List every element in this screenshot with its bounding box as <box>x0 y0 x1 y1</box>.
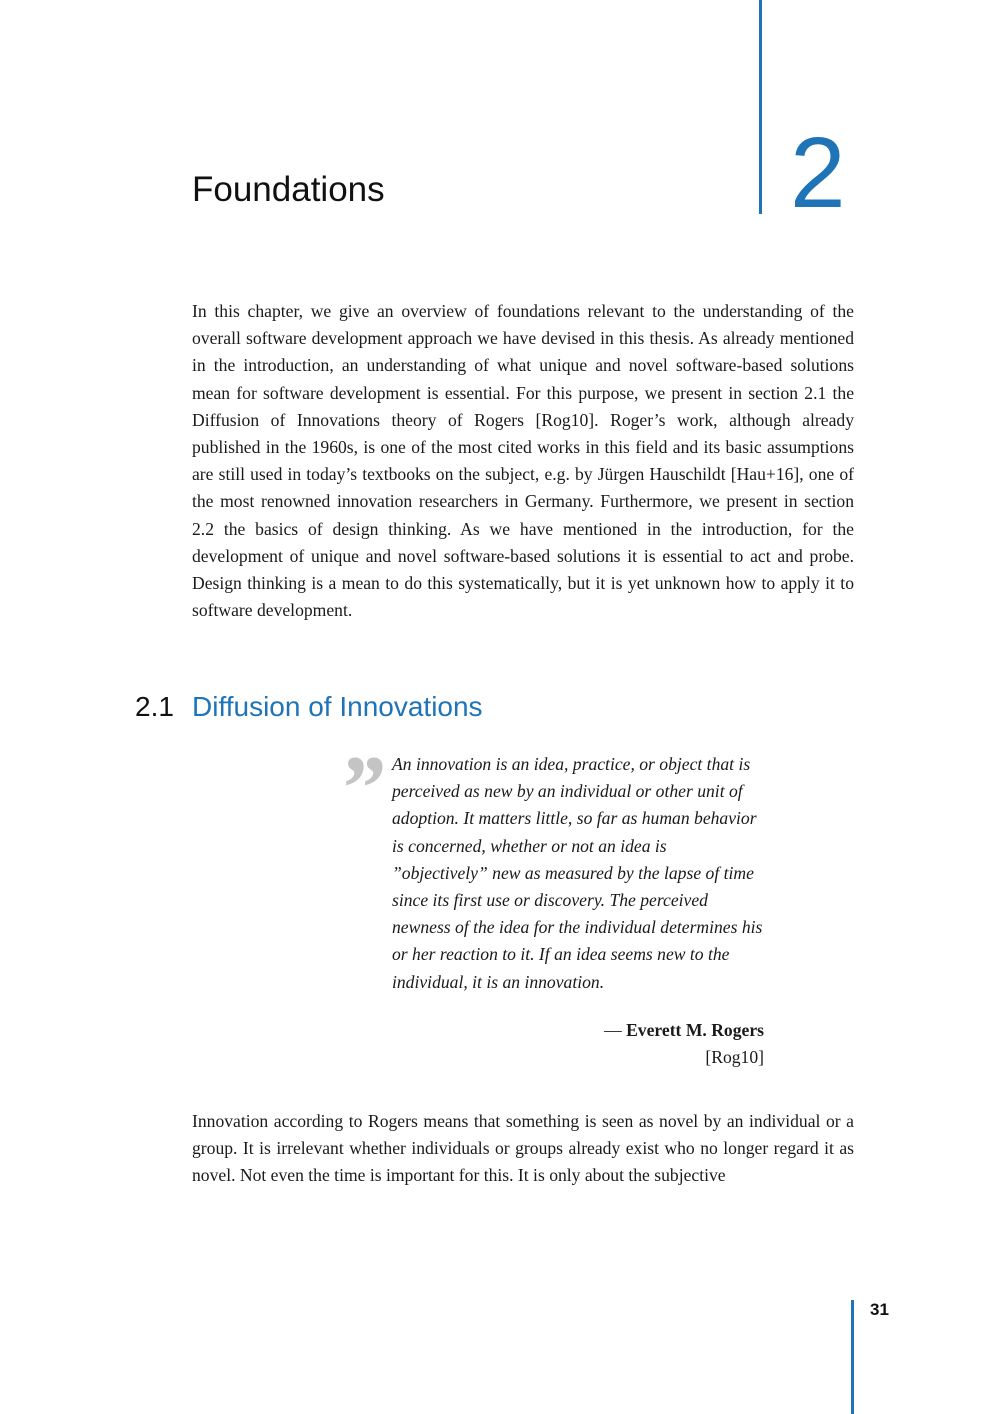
chapter-rule <box>759 0 762 214</box>
quote-author: Everett M. Rogers <box>626 1020 764 1040</box>
quote-author-line <box>392 1017 764 1044</box>
chapter-title: Foundations <box>192 170 385 209</box>
quote-citation: [Rog10] <box>705 1047 764 1067</box>
section-title: Diffusion of Innovations <box>192 691 483 722</box>
section-heading <box>135 688 483 726</box>
page-number: 31 <box>870 1300 889 1319</box>
epigraph-quote: An innovation is an idea, practice, or object that is perceived as new by an individual or other unit of adoption. It matters little, so far as human behavior is concerned, whether or not an idea is ”objectively” new as measured by the lapse of time since its first use or discovery. The perceived newness of the idea for the individual determines his or her reaction to it. If an idea seems new to the individual, it is an innovation. <box>392 754 763 992</box>
section-number: 2.1 <box>135 691 174 722</box>
body-paragraph: Innovation according to Rogers means that something is seen as novel by an individual or a group. It is irrelevant whether individuals or groups already exist who no longer regard it as novel. Not even the time is important for this. It is only about the subjective <box>192 1111 854 1186</box>
intro-paragraph: In this chapter, we give an overview of foundations relevant to the understanding of the overall software development approach we have devised in this thesis. As already mentioned in the introduction, an understanding of what unique and novel software-based solutions mean for software development is essential. For this purpose, we present in section 2.1 the Diffusion of Innovations theory of Rogers [Rog10]. Roger’s work, although already published in the 1960s, is one of the most cited works in this field and its basic assumptions are still used in today’s textbooks on the subject, e.g. by Jürgen Hauschildt [Hau+16], one of the most renowned innovation researchers in Germany. Furthermore, we present in section 2.2 the basics of design thinking. As we have mentioned in the introduction, for the development of unique and novel software-based solutions it is essential to act and probe. Design thinking is a mean to do this systematically, but it is yet unknown how to apply it to software development. <box>192 301 854 621</box>
chapter-number: 2 <box>790 117 846 229</box>
quote-mark-icon: ” <box>338 737 384 839</box>
quote-dash: — <box>604 1020 627 1040</box>
page-rule <box>851 1300 854 1414</box>
